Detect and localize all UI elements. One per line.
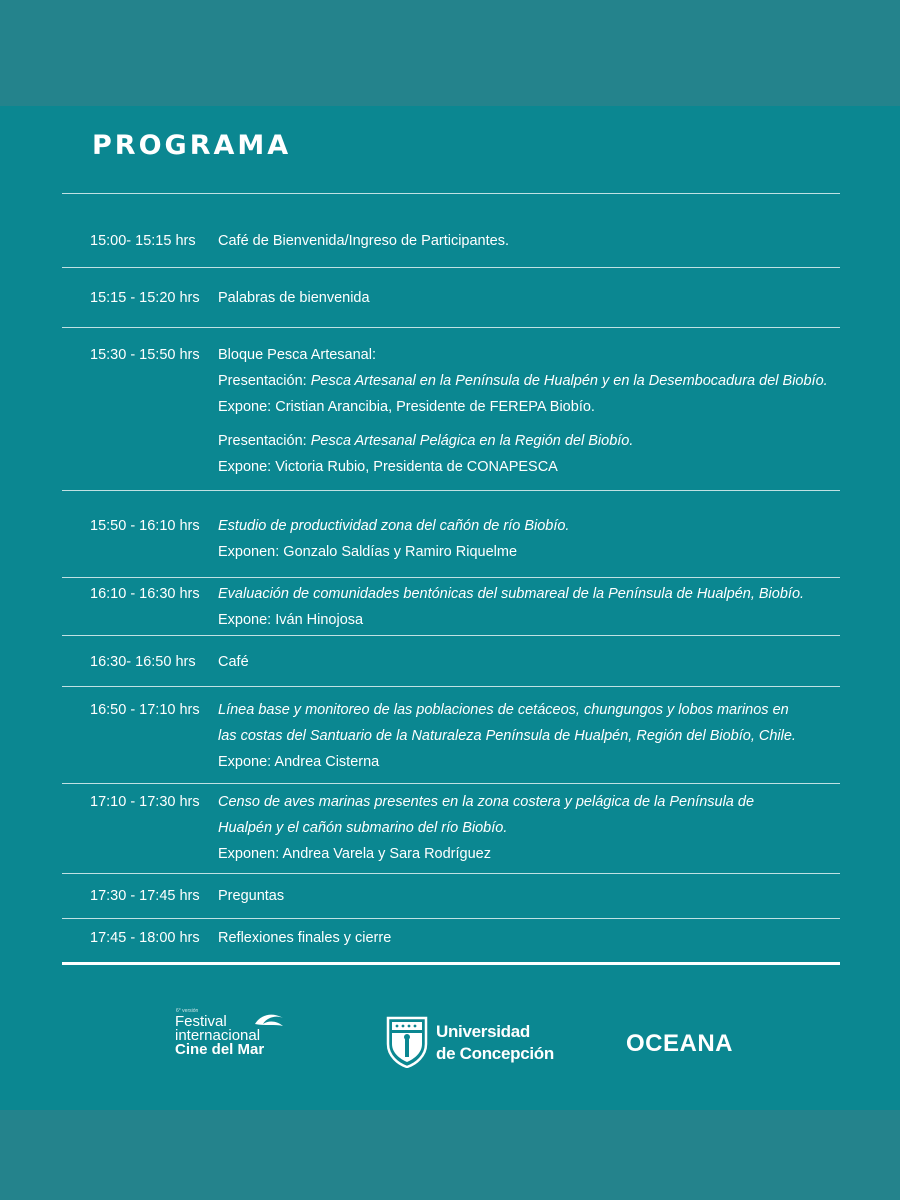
schedule-time: 15:30 - 15:50 hrs	[90, 347, 200, 363]
schedule-line	[218, 749, 828, 775]
schedule-time: 16:30- 16:50 hrs	[90, 654, 196, 670]
festival-name-1: Festival	[175, 1013, 227, 1030]
schedule-text: Reflexiones finales y cierre	[218, 930, 392, 946]
schedule-time: 17:10 - 17:30 hrs	[90, 794, 200, 810]
schedule-text: Café	[218, 654, 249, 670]
schedule-line	[218, 539, 828, 565]
schedule-line	[218, 285, 828, 311]
row-divider	[62, 267, 840, 268]
bottom-band	[0, 1110, 900, 1200]
talk-title: Pesca Artesanal Pelágica en la Región del Biobío.	[310, 433, 634, 449]
row-divider	[62, 873, 840, 874]
schedule-line	[218, 454, 828, 480]
festival-name-3: Cine del Mar	[175, 1041, 265, 1058]
schedule-text: Preguntas	[218, 888, 285, 904]
festival-name-2: internacional	[175, 1027, 261, 1044]
row-divider	[62, 783, 840, 784]
schedule-line	[218, 649, 828, 675]
udec-name-2: de Concepción	[436, 1044, 554, 1063]
page-title: PROGRAMA	[92, 130, 292, 161]
schedule-time: 17:30 - 17:45 hrs	[90, 888, 200, 904]
schedule-line	[218, 581, 828, 607]
schedule-time: 16:50 - 17:10 hrs	[90, 702, 200, 718]
schedule-line	[218, 368, 828, 394]
schedule-text: Exponen: Andrea Varela y Sara Rodríguez	[218, 846, 491, 862]
schedule-line	[218, 723, 828, 749]
schedule-description	[218, 925, 828, 951]
footer-divider	[62, 962, 840, 965]
row-divider	[62, 577, 840, 578]
row-divider	[62, 918, 840, 919]
festival-edition: 6° versión	[176, 1008, 199, 1014]
schedule-time: 17:45 - 18:00 hrs	[90, 930, 200, 946]
schedule-line	[218, 883, 828, 909]
schedule-line	[218, 607, 828, 633]
shield-icon	[386, 1016, 428, 1068]
schedule-text: Expone: Cristian Arancibia, Presidente de FEREPA Biobío.	[218, 399, 595, 415]
schedule-description	[218, 883, 828, 909]
schedule-time: 15:15 - 15:20 hrs	[90, 290, 200, 306]
schedule-line	[218, 394, 828, 420]
row-divider	[62, 686, 840, 687]
schedule-line	[218, 513, 828, 539]
schedule-line	[218, 428, 828, 454]
schedule-line	[218, 841, 828, 867]
sponsor-logos	[0, 1008, 900, 1074]
schedule-text: Expone: Victoria Rubio, Presidenta de CONAPESCA	[218, 459, 558, 475]
schedule-line	[218, 789, 828, 815]
talk-title: Censo de aves marinas presentes en la zona costera y pelágica de la Península de	[218, 794, 755, 810]
schedule-description	[218, 342, 828, 480]
schedule-text: Palabras de bienvenida	[218, 290, 370, 306]
schedule-time: 15:50 - 16:10 hrs	[90, 518, 200, 534]
schedule-description	[218, 581, 828, 633]
schedule-text: Presentación:	[218, 433, 311, 449]
udec-name-1: Universidad	[436, 1022, 531, 1041]
schedule-description	[218, 789, 828, 867]
schedule-time: 16:10 - 16:30 hrs	[90, 586, 200, 602]
schedule-line	[218, 925, 828, 951]
schedule-text: Expone: Andrea Cisterna	[218, 754, 380, 770]
schedule-line	[218, 697, 828, 723]
row-divider	[62, 490, 840, 491]
talk-title: Hualpén y el cañón submarino del río Biobío.	[218, 820, 508, 836]
schedule-line	[218, 342, 828, 368]
schedule-text: Bloque Pesca Artesanal:	[218, 347, 376, 363]
schedule-text: Expone: Iván Hinojosa	[218, 612, 364, 628]
schedule-description	[218, 649, 828, 675]
schedule-line	[218, 228, 828, 254]
header-divider	[62, 193, 840, 194]
top-band	[0, 0, 900, 106]
udec-logo	[386, 1016, 556, 1072]
schedule-line	[218, 815, 828, 841]
talk-title: Línea base y monitoreo de las poblaciones de cetáceos, chungungos y lobos marinos en	[218, 702, 789, 718]
talk-title: Pesca Artesanal en la Península de Hualpén y en la Desembocadura del Biobío.	[310, 373, 828, 389]
talk-title: las costas del Santuario de la Naturaleza Península de Hualpén, Región del Biobío, Chile.	[218, 728, 796, 744]
schedule-description	[218, 228, 828, 254]
schedule-description	[218, 697, 828, 775]
schedule-description	[218, 513, 828, 565]
talk-title: Evaluación de comunidades bentónicas del submareal de la Península de Hualpén, Biobío.	[218, 586, 805, 602]
schedule-text: Café de Bienvenida/Ingreso de Participantes.	[218, 233, 509, 249]
schedule-description	[218, 285, 828, 311]
talk-title: Estudio de productividad zona del cañón de río Biobío.	[218, 518, 570, 534]
row-divider	[62, 635, 840, 636]
row-divider	[62, 327, 840, 328]
oceana-logo: OCEANA	[626, 1030, 734, 1057]
festival-logo	[173, 1008, 293, 1068]
schedule-time: 15:00- 15:15 hrs	[90, 233, 196, 249]
schedule-text: Exponen: Gonzalo Saldías y Ramiro Riquelme	[218, 544, 518, 560]
schedule-text: Presentación:	[218, 373, 311, 389]
